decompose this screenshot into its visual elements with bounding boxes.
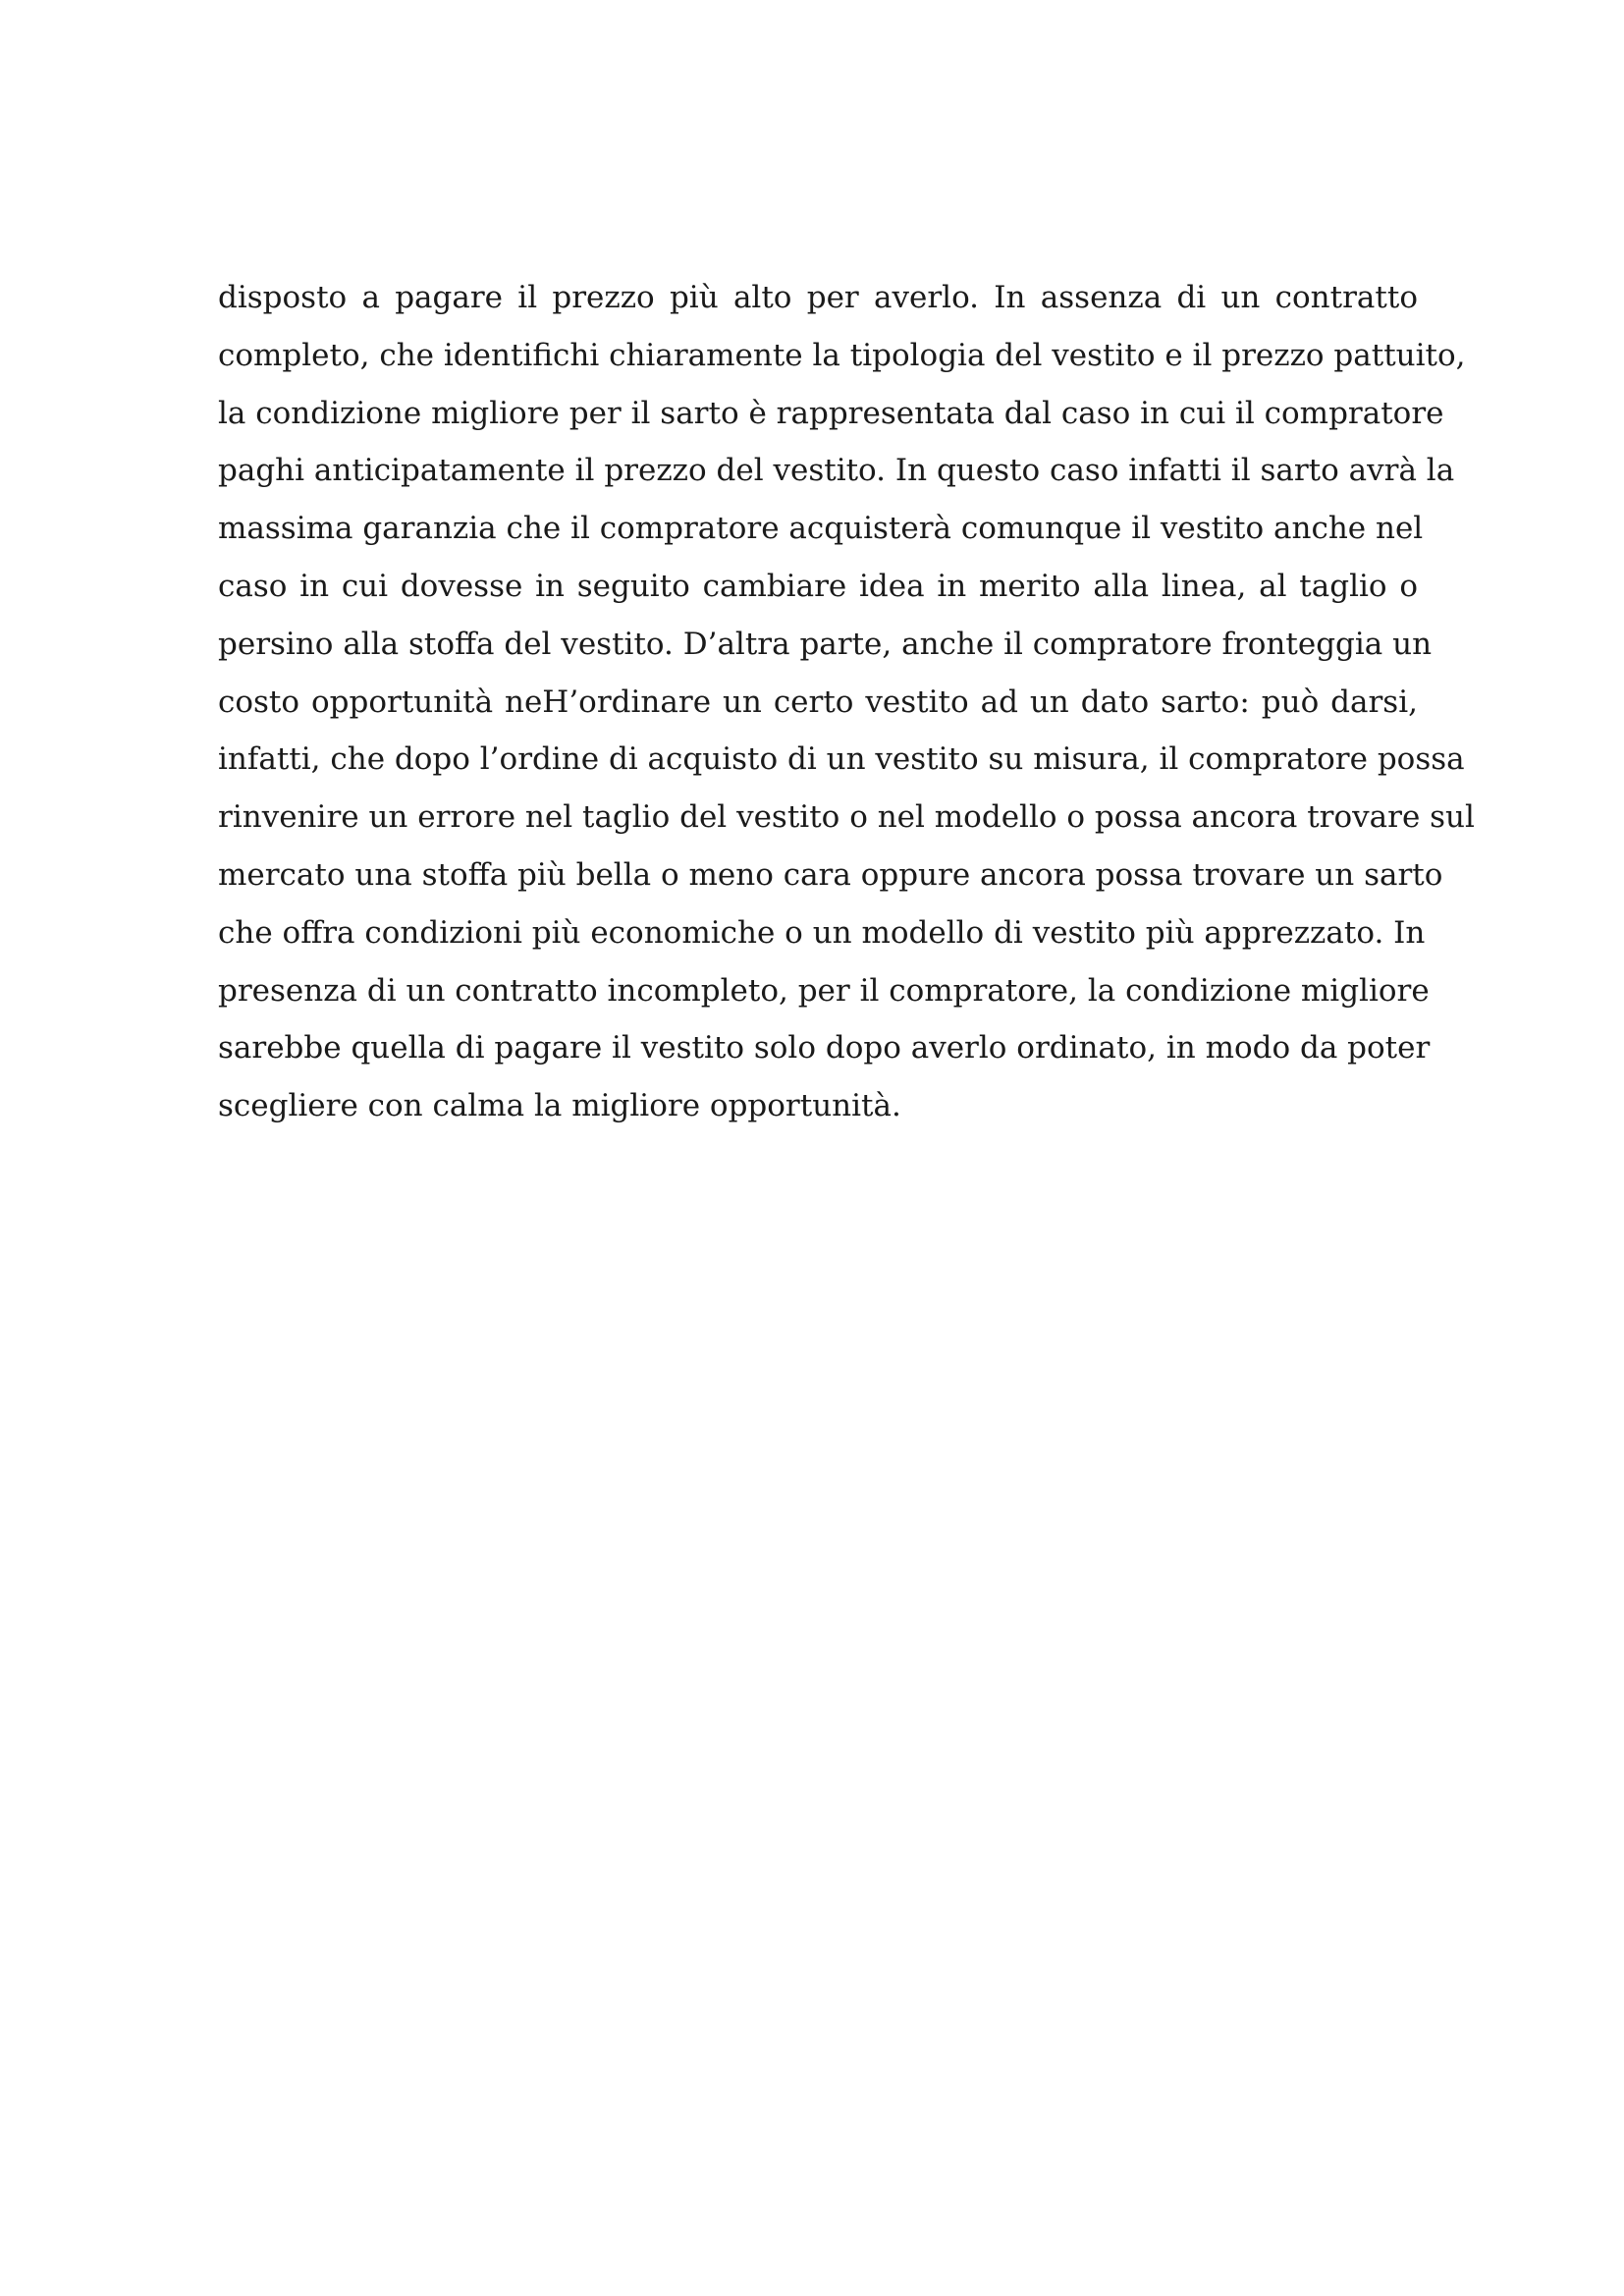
paragraph-line: mercato una stoffa più bella o meno cara oppure ancora possa trovare un sarto <box>218 856 1443 893</box>
paragraph-line: completo, che identifichi chiaramente la tipologia del vestito e il prezzo pattuito, <box>218 337 1466 373</box>
paragraph-line: caso in cui dovesse in seguito cambiare idea in merito alla linea, al taglio o <box>218 568 1418 604</box>
paragraph-line: infatti, che dopo l’ordine di acquisto di un vestito su misura, il compratore possa <box>218 741 1465 778</box>
paragraph-line: massima garanzia che il compratore acquisterà comunque il vestito anche nel <box>218 511 1424 547</box>
paragraph-line: paghi anticipatamente il prezzo del vestito. In questo caso infatti il sarto avrà la <box>218 453 1455 489</box>
paragraph-line: che offra condizioni più economiche o un modello di vestito più apprezzato. In <box>218 914 1426 951</box>
paragraph-line-last: scegliere con calma la migliore opportunità. <box>218 1088 901 1124</box>
paragraph-line: sarebbe quella di pagare il vestito solo dopo averlo ordinato, in modo da poter <box>218 1030 1431 1066</box>
paragraph-line: rinvenire un errore nel taglio del vestito o nel modello o possa ancora trovare sul <box>218 799 1475 836</box>
paragraph-line: persino alla stoffa del vestito. D’altra parte, anche il compratore fronteggia un <box>218 626 1433 662</box>
paragraph-line: la condizione migliore per il sarto è rappresentata dal caso in cui il compratore <box>218 395 1444 431</box>
paragraph-line: presenza di un contratto incompleto, per il compratore, la condizione migliore <box>218 972 1430 1009</box>
paragraph-line: disposto a pagare il prezzo più alto per averlo. In assenza di un contratto <box>218 280 1418 315</box>
paragraph-line: costo opportunità neH’ordinare un certo vestito ad un dato sarto: può darsi, <box>218 683 1418 720</box>
body-paragraph <box>218 269 1475 1135</box>
